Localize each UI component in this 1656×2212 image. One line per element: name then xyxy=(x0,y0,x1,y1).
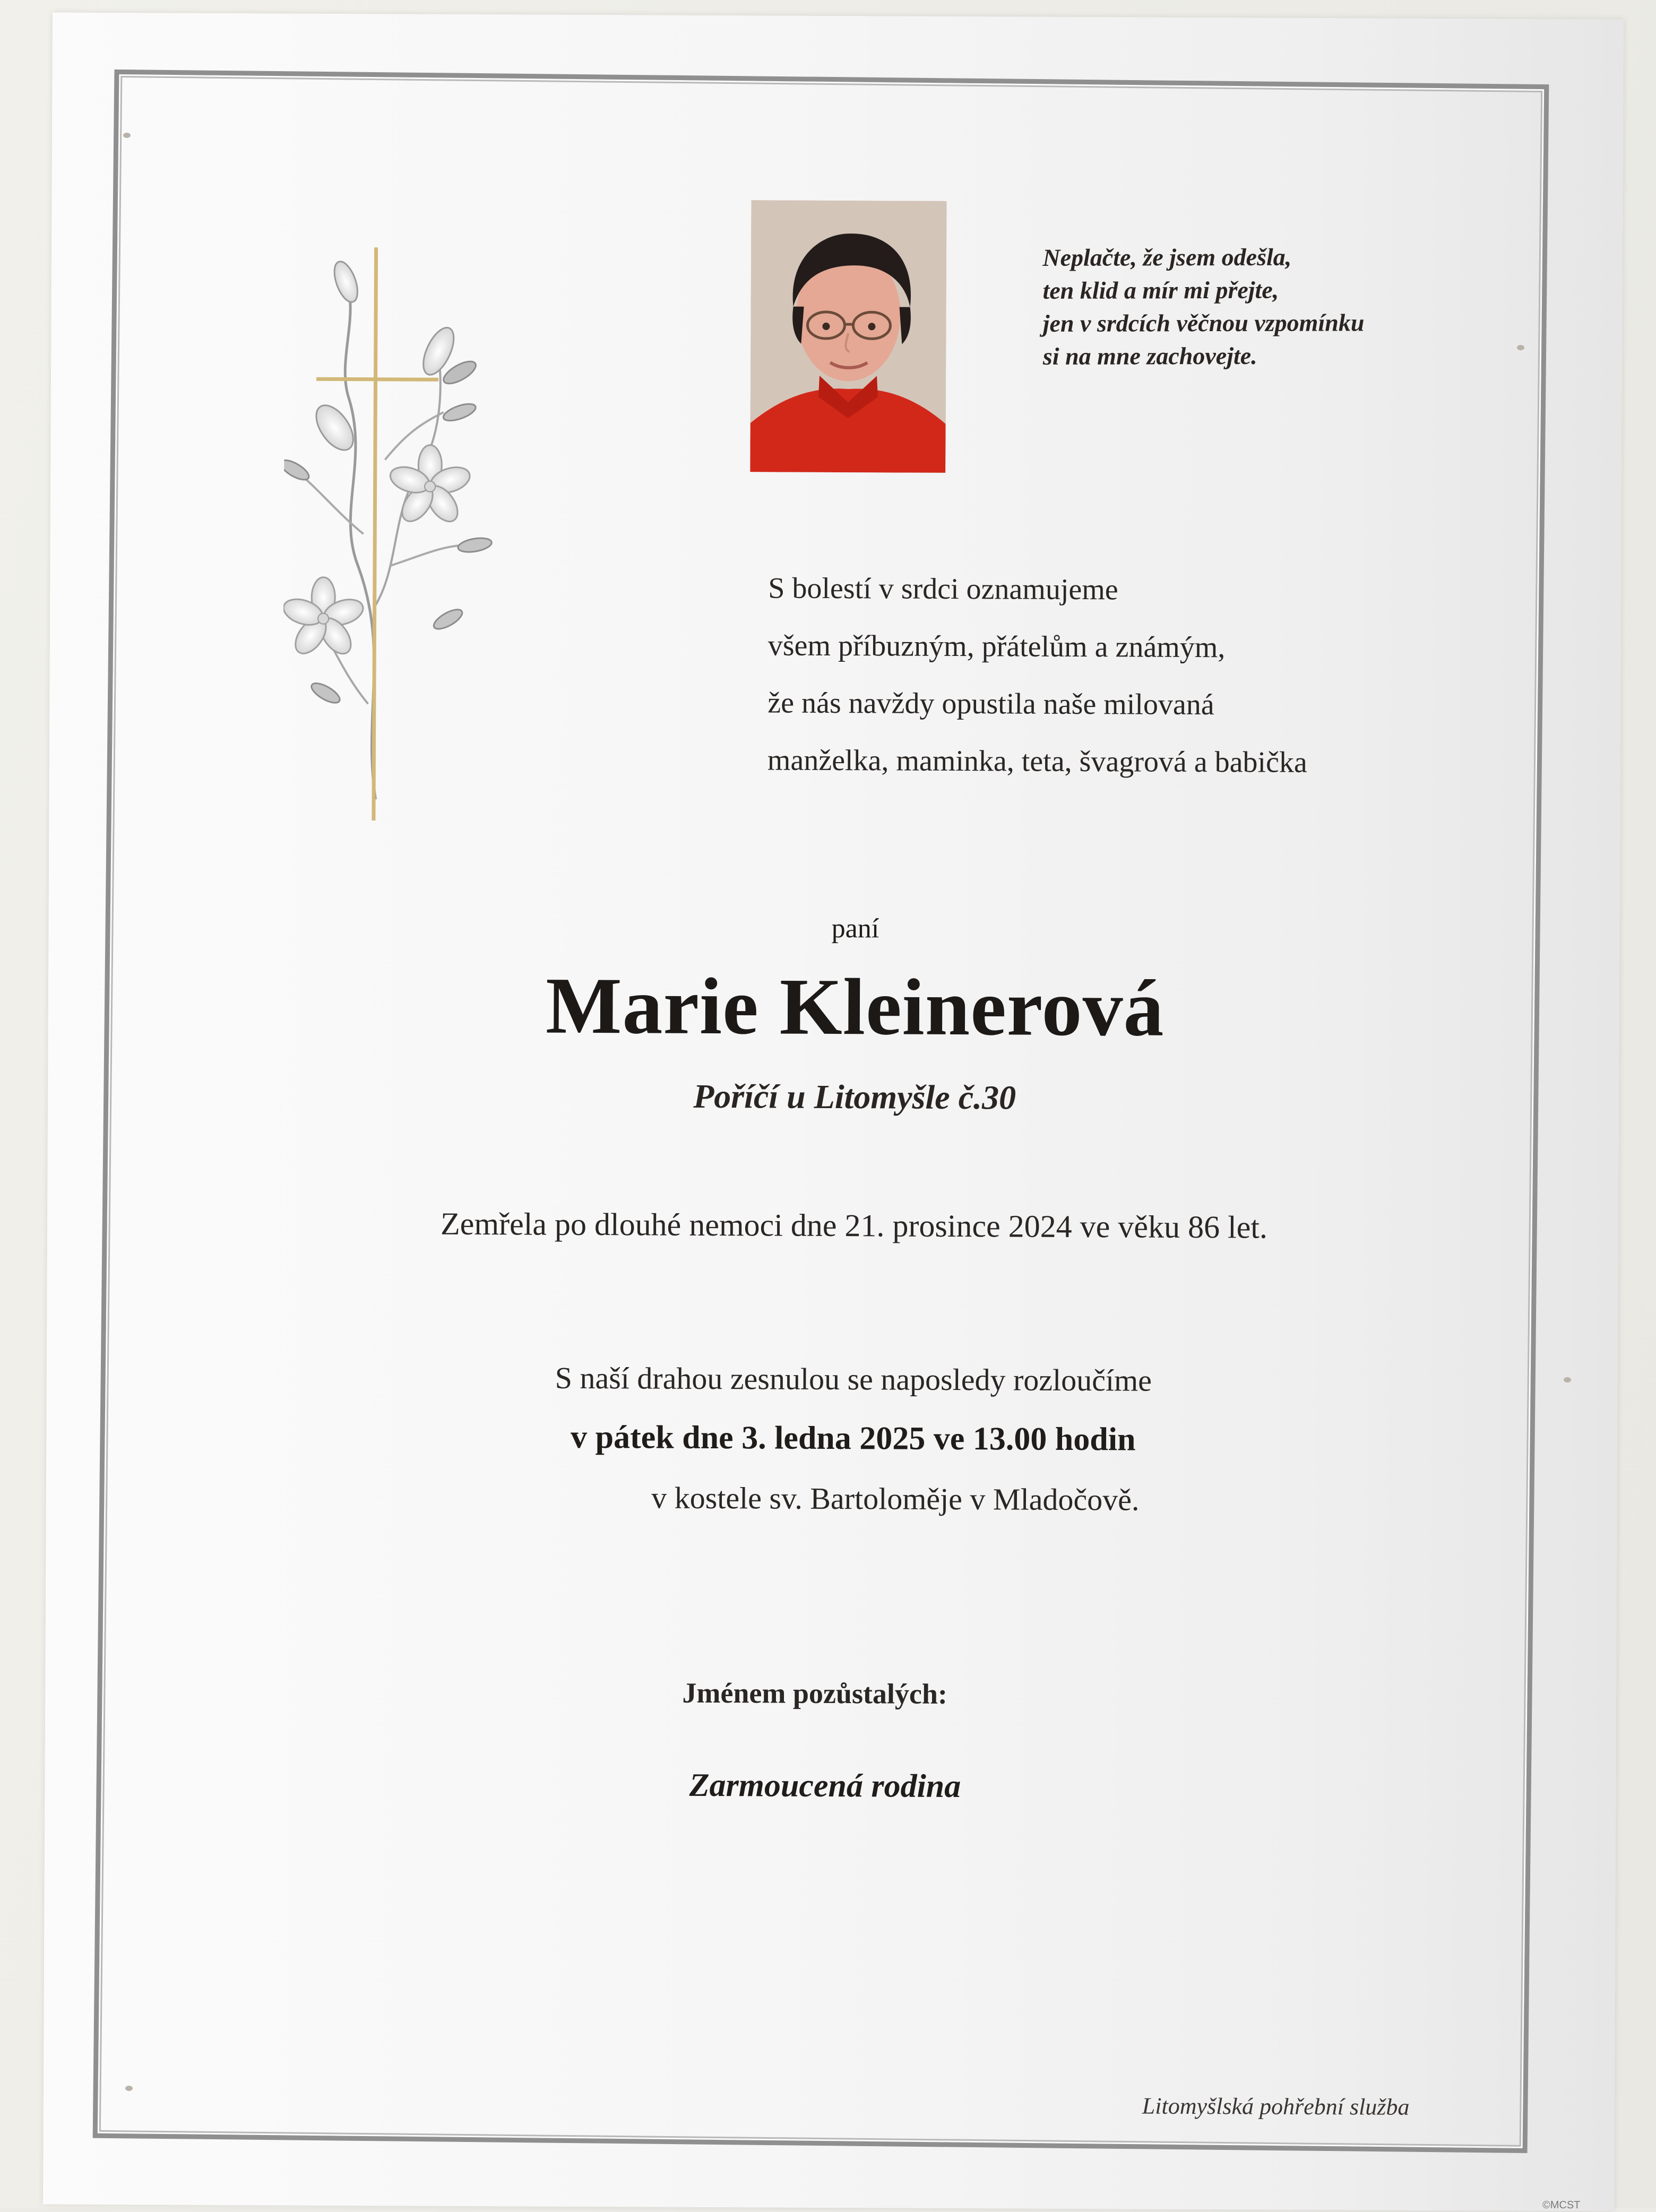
announcement-line: že nás navždy opustila naše milovaná xyxy=(767,674,1457,735)
announcement-line: manželka, maminka, teta, švagrová a babička xyxy=(767,731,1457,792)
family-signature: Zarmoucená rodina xyxy=(18,1764,1632,1808)
verse-line: si na mne zachovejte. xyxy=(1043,339,1521,373)
deceased-name: Marie Kleinerová xyxy=(48,957,1656,1057)
paper-speck xyxy=(123,133,131,138)
on-behalf-label: Jménem pozůstalých: xyxy=(8,1673,1622,1713)
deceased-portrait xyxy=(750,200,946,473)
paper-speck xyxy=(1564,1377,1571,1382)
announcement-line: S bolestí v srdci oznamujeme xyxy=(768,559,1458,620)
announcement-line: všem příbuzným, přátelům a známým, xyxy=(768,617,1458,677)
honorific: paní xyxy=(48,910,1656,948)
verse-line: ten klid a mír mi přejte, xyxy=(1042,273,1520,307)
funeral-service-credit: Litomyšlská pohřební služba xyxy=(1142,2093,1410,2121)
death-notice: Zemřela po dlouhé nemoci dne 21. prosince 2024 ve věku 86 let. xyxy=(47,1204,1656,1248)
farewell-location: v kostele sv. Bartoloměje v Mladočově. xyxy=(89,1477,1656,1520)
farewell-line: S naší drahou zesnulou se naposledy rozloučíme xyxy=(47,1358,1656,1401)
verse-line: Neplačte, že jsem odešla, xyxy=(1042,240,1520,274)
verse-line: jen v srdcích věčnou vzpomínku xyxy=(1043,306,1521,340)
announcement-text xyxy=(767,559,1459,792)
farewell-date-time: v pátek dne 3. ledna 2025 ve 13.00 hodin xyxy=(46,1416,1656,1461)
paper-speck xyxy=(1517,345,1524,350)
deceased-address: Poříčí u Litomyšle č.30 xyxy=(48,1074,1656,1120)
paper-speck xyxy=(125,2086,133,2091)
obituary-sheet xyxy=(43,13,1624,2211)
copyright-mark: ©MCST xyxy=(1542,2199,1581,2211)
cross-with-flowers-icon xyxy=(282,236,519,821)
memorial-verse xyxy=(1042,240,1521,373)
